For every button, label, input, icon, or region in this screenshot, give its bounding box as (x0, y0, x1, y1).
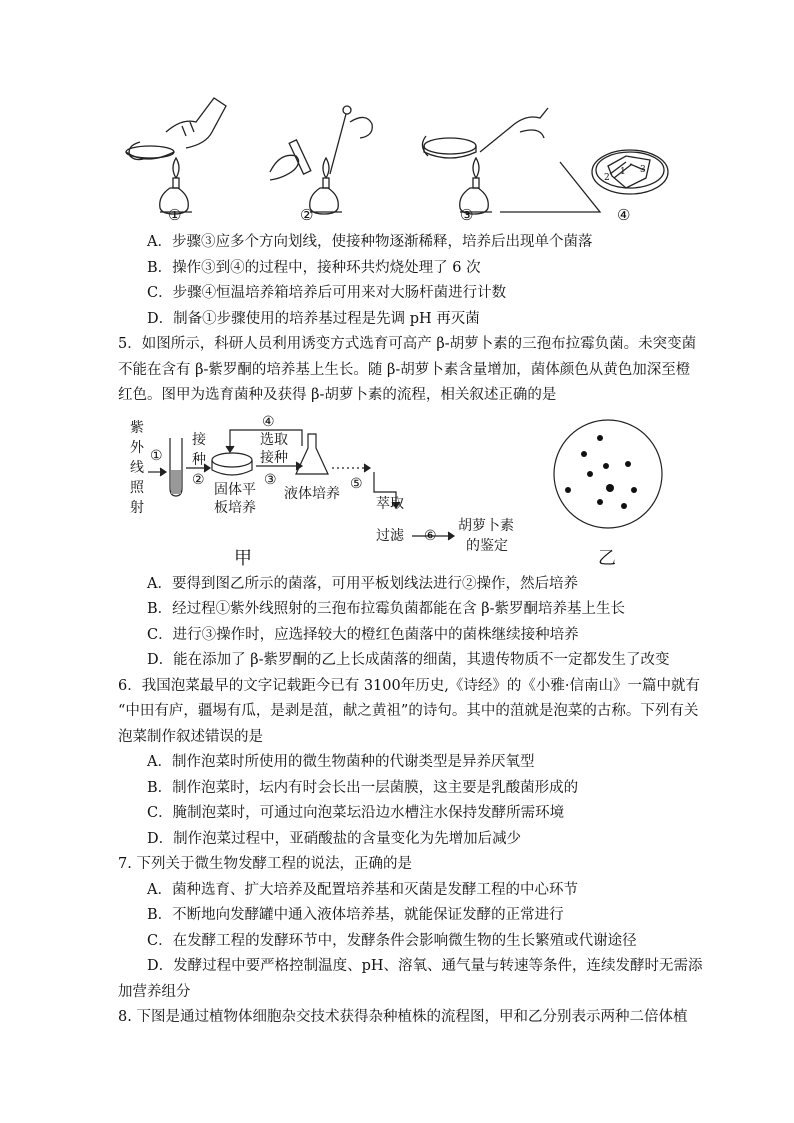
figure-label-4: ④ (617, 206, 631, 224)
q5-stem-line-2: 不能在含有 β-紫罗酮的培养基上生长。随 β-胡萝卜素含量增加，菌体颜色从黄色加深至橙 (118, 362, 691, 378)
q5-option-c: C．进行③操作时，应选择较大的橙红色菌落中的菌株继续接种培养 (147, 627, 579, 643)
q7-option-c: C．在发酵工程的发酵环节中，发酵条件会影响微生物的生长繁殖或代谢途径 (147, 933, 637, 949)
q7-option-a: A．菌种选育、扩大培养及配置培养基和灭菌是发酵工程的中心环节 (147, 882, 578, 898)
figure-label-3: ③ (460, 206, 474, 224)
dish-number-1: 1 (620, 167, 626, 177)
step-5-label: ⑤ (350, 476, 363, 492)
figure-label-yi: 乙 (598, 548, 616, 569)
figure-label-jia: 甲 (234, 548, 252, 569)
q7-option-b: B．不断地向发酵罐中通入液体培养基，就能保证发酵的正常进行 (147, 907, 564, 923)
inoc-char-1: 接 (192, 432, 206, 448)
uv-char-4: 照 (130, 480, 144, 496)
q5-stem-line-1: 5．如图所示，科研人员利用诱变方式选育可高产 β-胡萝卜素的三孢布拉霉负菌。未突变菌 (118, 336, 697, 352)
step-3-label: ③ (264, 472, 277, 488)
q8-stem: 8. 下图是通过植物体细胞杂交技术获得杂种植株的流程图，甲和乙分别表示两种二倍体植 (118, 1009, 688, 1025)
uv-char-1: 紫 (130, 420, 144, 436)
q5-option-d: D．能在添加了 β-紫罗酮的乙上长成菌落的细菌，其遗传物质不一定都发生了改变 (147, 652, 670, 668)
q5-option-b: B．经过程①紫外线照射的三孢布拉霉负菌都能在含 β-紫罗酮培养基上生长 (147, 601, 626, 617)
q6-stem-line-3: 泡菜制作叙述错误的是 (118, 729, 263, 745)
dish-number-2: 2 (604, 173, 610, 183)
liquid-culture-label: 液体培养 (284, 486, 340, 502)
figure-label-1: ① (168, 206, 182, 224)
q4-option-c: C．步骤④恒温培养箱培养后可用来对大肠杆菌进行计数 (147, 285, 507, 301)
step-6-label: ⑥ (424, 528, 437, 544)
figure-label-2: ② (300, 206, 314, 224)
q4-option-a: A．步骤③应多个方向划线，使接种物逐渐稀释，培养后出现单个菌落 (147, 234, 593, 250)
identify-label-2: 的鉴定 (466, 538, 508, 554)
uv-char-2: 外 (130, 440, 144, 456)
select-label-2: 接种 (260, 450, 288, 466)
select-label-1: 选取 (260, 432, 288, 448)
q6-stem-line-2: “中田有庐，疆埸有瓜，是剥是菹，献之黄祖”的诗句。其中的菹就是泡菜的古称。下列有关 (118, 703, 699, 719)
dish-number-3: 3 (640, 165, 646, 175)
q4-option-d: D．制备①步骤使用的培养基过程是先调 pH 再灭菌 (147, 311, 480, 327)
q7-option-d: D．发酵过程中要严格控制温度、pH、溶氧、通气量与转速等条件，连续发酵时无需添 (147, 958, 703, 974)
q6-option-c: C．腌制泡菜时，可通过向泡菜坛沿边水槽注水保持发酵所需环境 (147, 805, 565, 821)
uv-char-5: 射 (130, 500, 144, 516)
q6-option-a: A．制作泡菜时所使用的微生物菌种的代谢类型是异养厌氧型 (147, 754, 535, 770)
filter-label: 过滤 (376, 528, 404, 544)
step-4-label: ④ (262, 414, 275, 430)
plate-label-2: 板培养 (214, 500, 256, 516)
q7-stem: 7. 下列关于微生物发酵工程的说法，正确的是 (118, 856, 412, 872)
q6-option-d: D．制作泡菜过程中，亚硝酸盐的含量变化为先增加后减少 (147, 831, 522, 847)
q6-stem-line-1: 6．我国泡菜最早的文字记载距今已有 3100年历史,《诗经》的《小雅·信南山》一篇中就有 (118, 678, 700, 694)
plate-label-1: 固体平 (214, 482, 256, 498)
uv-char-3: 线 (130, 460, 144, 476)
lab-operations-figure (120, 92, 680, 228)
extract-label: 萃取 (376, 496, 404, 512)
q4-option-b: B．操作③到④的过程中，接种环共灼烧处理了 6 次 (147, 260, 481, 276)
identify-label-1: 胡萝卜素 (458, 518, 514, 534)
step-1-label: ① (150, 448, 163, 464)
step-2-label: ② (192, 472, 205, 488)
q5-stem-line-3: 红色。图甲为选育菌种及获得 β-胡萝卜素的流程，相关叙述正确的是 (118, 387, 557, 403)
q5-option-a: A．要得到图乙所示的菌落，可用平板划线法进行②操作，然后培养 (147, 576, 578, 592)
colony-plate-yi (548, 416, 668, 572)
q7-option-d-cont: 加营养组分 (118, 984, 191, 1000)
q6-option-b: B．制作泡菜时，坛内有时会长出一层菌膜，这主要是乳酸菌形成的 (147, 780, 579, 796)
inoc-char-2: 种 (192, 452, 206, 468)
